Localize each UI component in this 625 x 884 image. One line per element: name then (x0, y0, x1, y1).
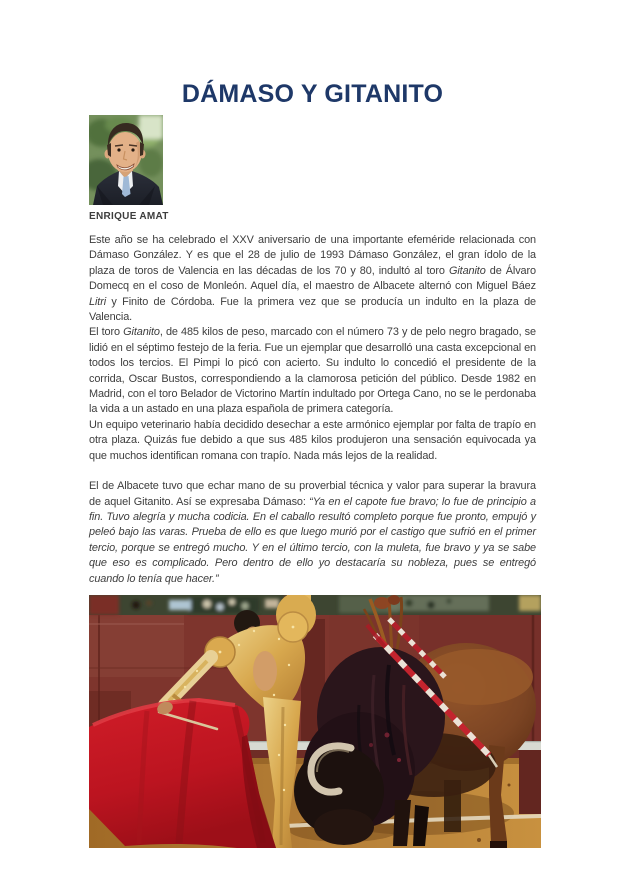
text-run: , de 485 kilos de peso, marcado con el número 73 y de pelo negro bragado, se lidió en el séptimo festejo de la feria. Fue un ejemplar que desarrolló una casta excepcional en todos los tercios. El Pimpi lo picó con acierto. Su indulto lo concedió el presidente de la corrida, Oscar Bustos, correspondiendo a la clamorosa petición del público. Desde 1982 en Madrid, con el toro Belador de Victorino Martín indultado por Ortega Cano, no se le perdonaba la vida a un astado en una plaza española de primera categoría. (89, 326, 536, 416)
text-run: El de Albacete tuvo que echar mano de su proverbial técnica y valor para superar la bravura de aquel Gitanito. Así se expresaba Dámaso: (89, 480, 536, 508)
text-run: y Finito de Córdoba. Fue la primera vez que se producía un indulto en la plaza de Valencia. (89, 295, 536, 324)
author-photo (89, 115, 163, 205)
text-run: Litri (89, 295, 107, 308)
article-paragraph-4 (89, 479, 536, 587)
article-title: DÁMASO Y GITANITO (181, 80, 444, 108)
text-run: Este año se ha celebrado el XXV aniversario de una importante efeméride relacionada con Dámaso González. Y es que el 28 de julio de 1993 Dámaso González, el gran ídolo de la plaza de toros de Valencia en las décadas de los 70 y 80, indultó al toro (89, 234, 536, 277)
text-run: Un equipo veterinario había decidido desechar a este armónico ejemplar por falta de trapío en otra plaza. Quizás fue debido a que sus 485 kilos produjeron una sensación equivocada ya que muchos identifican romana con trapío. Nada más lejos de la realidad. (89, 418, 536, 462)
text-run: “Ya en el capote fue bravo; lo fue de principio a fin. Tuvo alegría y mucha codicia. En el caballo resultó completo porque fue pronto, empujó y peleó bajo las varas. Prueba de ello es que luego murió por el castigo que sufrió en el primer tercio, porque se entregó mucho. Y en el último tercio, con la muleta, fue bravo y ya se sabe que eso es complicado. Pero dentro de ello yo destacaría su nobleza, pues se entregó cuando lo tenía que hacer.” (89, 495, 536, 585)
text-run: Gitanito (123, 326, 160, 339)
article-paragraph-3 (89, 418, 536, 464)
text-run: El toro (89, 326, 124, 339)
article-paragraph-1 (89, 233, 536, 325)
author-photo-graphic (89, 115, 163, 205)
bullfight-photo (89, 595, 541, 848)
bullfight-photo-graphic (89, 595, 541, 848)
document-content (89, 0, 536, 848)
muleta-cape (89, 699, 276, 848)
article-paragraph-2 (89, 325, 536, 417)
text-run: Gitanito (448, 264, 486, 277)
author-name: ENRIQUE AMAT (89, 211, 169, 222)
text-run: de Álvaro Domecq en el coso de Monleón. Aquel día, el maestro de Albacete alternó con Miguel Báez (89, 264, 536, 293)
